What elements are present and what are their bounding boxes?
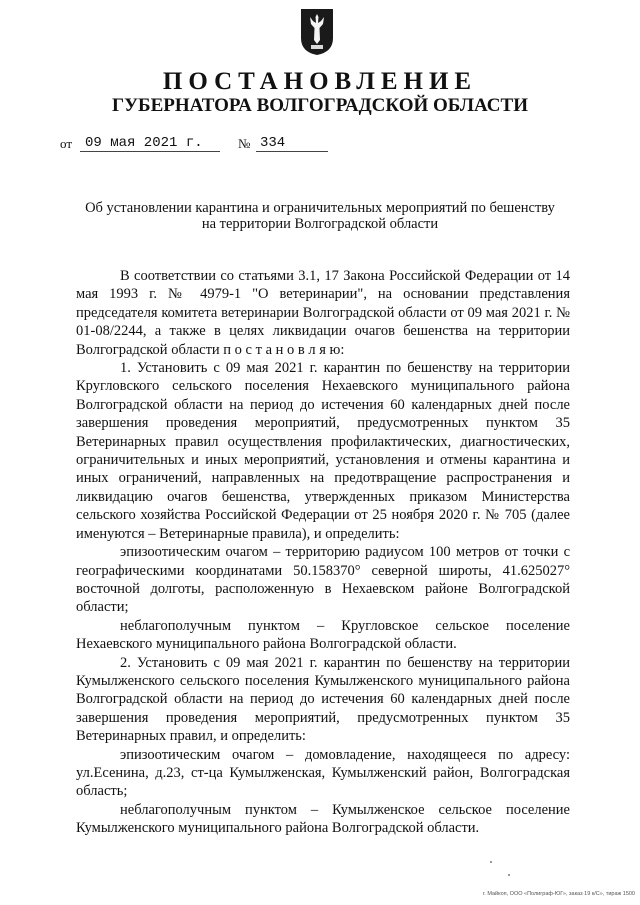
number-underline [256, 151, 328, 152]
body-paragraph: неблагополучным пунктом – Кумылженское сельское поселение Кумылженского муниципального района Волгоградской области. [76, 801, 570, 837]
body-paragraph: эпизоотическим очагом – территорию радиусом 100 метров от точки с географическими координатами 50.158370° северной широты, 41.625027° восточной долготы, расположенную в Нехаевском районе Волгоградской области; [76, 544, 570, 616]
document-subject [75, 200, 565, 232]
document-issuer: ГУБЕРНАТОРА ВОЛГОГРАДСКОЙ ОБЛАСТИ [112, 95, 528, 116]
body-paragraph: В соответствии со статьями 3.1, 17 Закона Российской Федерации от 14 мая 1993 г. № 4979-1 "О ветеринарии", на основании представления председателя комитета ветеринарии Волгоградской области от 09 мая 2021 г. № 01-08/2244, а также в целях ликвидации очагов бешенства на территории Волгоградской области п о с т а н о в л я ю: [76, 268, 570, 358]
subject-line-1: Об установлении карантина и ограничительных мероприятий по бешенству [85, 200, 555, 216]
print-mark: г. Майкоп, ООО «Полиграф-ЮГ», заказ 19 к/С», тираж 1500 [482, 891, 635, 897]
body-paragraph: эпизоотическим очагом – домовладение, находящееся по адресу: ул.Есенина, д.23, ст-ца Кумылженская, Кумылженский район, Волгоградская область; [76, 746, 570, 800]
document-body [76, 267, 570, 838]
volgograd-coat-of-arms-icon [300, 8, 334, 56]
date-prefix: от [60, 136, 73, 151]
body-paragraph: 2. Установить с 09 мая 2021 г. карантин по бешенству на территории Кумылженского сельского поселения Кумылженского муниципального района Волгоградской области на период до истечения 60 календарных дней после завершения проведения мероприятий, предусмотренных пунктом 35 Ветеринарных правил, и определить: [76, 654, 570, 745]
date-number-line [60, 132, 340, 154]
number-prefix: № [238, 136, 251, 151]
subject-line-2: на территории Волгоградской области [201, 216, 439, 232]
document-title: ПОСТАНОВЛЕНИЕ [162, 68, 478, 95]
document-date: 09 мая 2021 г. [85, 135, 203, 151]
date-underline [80, 151, 220, 152]
body-paragraph: 1. Установить с 09 мая 2021 г. карантин по бешенству на территории Кругловского сельского поселения Нехаевского муниципального района Волгоградской области на период до истечения 60 календарных дней после завершения проведения мероприятий, предусмотренных пунктом 35 Ветеринарных правил осуществления профилактических, диагностических, ограничительных и иных мероприятий, установления и отмены карантина и иных ограничений, направленных на предотвращение распространения и ликвидацию очагов бешенства, утвержденных приказом Министерства сельского хозяйства Российской Федерации от 25 ноября 2020 г. № 705 (далее именуются – Ветеринарные правила), и определить: [76, 360, 570, 542]
scan-speck [490, 861, 492, 863]
document-number: 334 [260, 135, 286, 151]
scan-speck [508, 874, 510, 876]
body-paragraph: неблагополучным пунктом – Кругловское сельское поселение Нехаевского муниципального района Волгоградской области. [76, 617, 570, 653]
